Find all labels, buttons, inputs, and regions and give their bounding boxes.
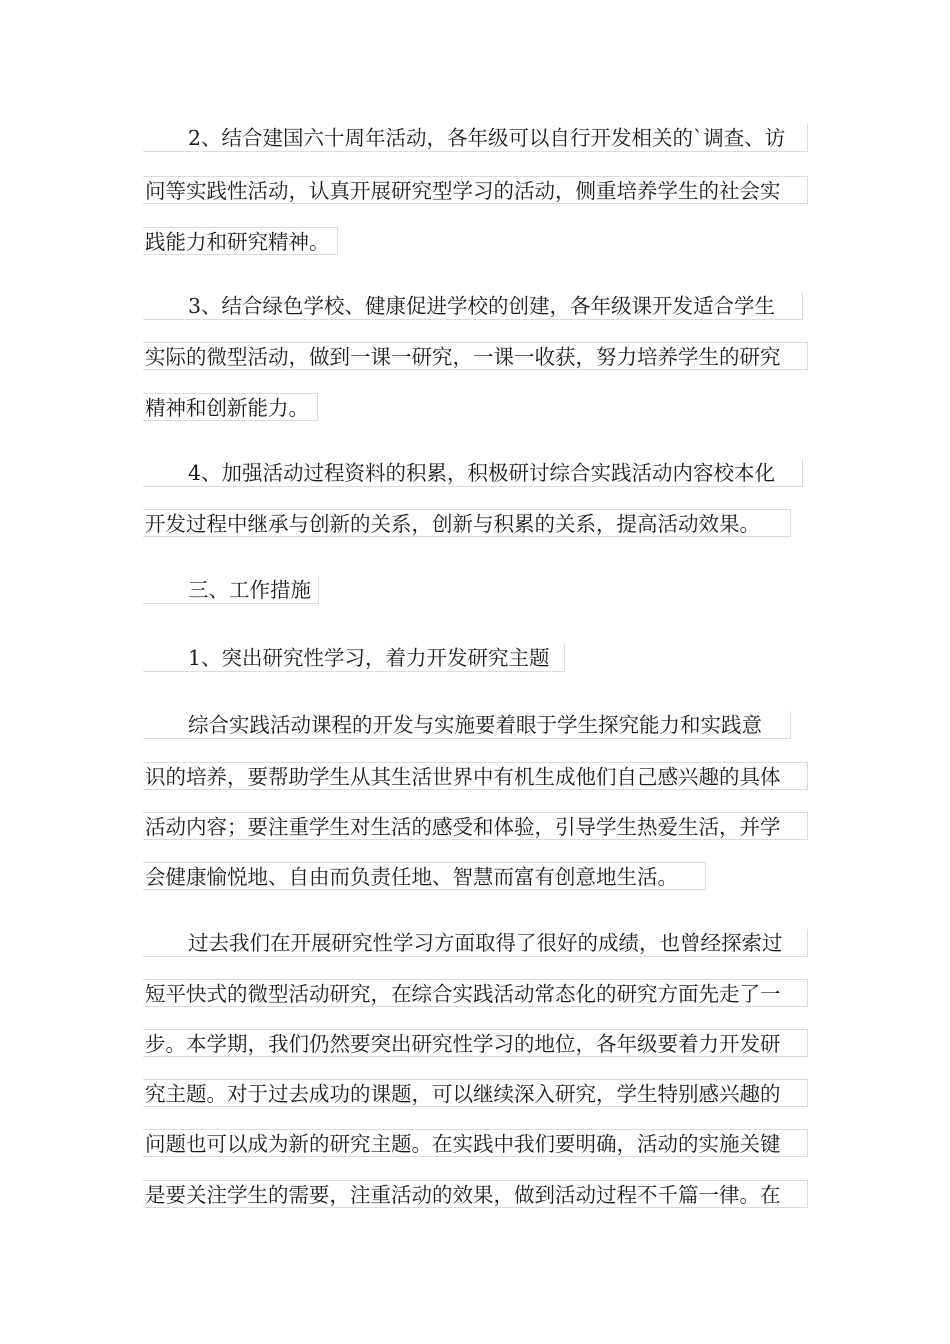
paragraph-3-line-1: 4、加强活动过程资料的积累，积极研讨综合实践活动内容校本化: [143, 459, 803, 487]
paragraph-2-line-1: 3、结合绿色学校、健康促进学校的创建，各年级课开发适合学生: [143, 292, 803, 320]
paragraph-4-line-4: 会健康愉悦地、自由而负责任地、智慧而富有创意地生活。: [143, 862, 706, 890]
paragraph-5-line-3: 步。本学期，我们仍然要突出研究性学习的地位，各年级要着力开发研: [143, 1029, 808, 1057]
section-heading: 三、工作措施: [143, 576, 319, 604]
paragraph-5-line-4: 究主题。对于过去成功的课题，可以继续深入研究，学生特别感兴趣的: [143, 1079, 808, 1107]
paragraph-2-line-2: 实际的微型活动，做到一课一研究，一课一收获，努力培养学生的研究: [143, 342, 808, 370]
paragraph-2-line-3: 精神和创新能力。: [143, 393, 318, 421]
subsection-heading: 1、突出研究性学习，着力开发研究主题: [143, 644, 565, 672]
paragraph-5-line-6: 是要关注学生的需要，注重活动的效果，做到活动过程不千篇一律。在: [143, 1180, 808, 1208]
paragraph-4-line-1: 综合实践活动课程的开发与实施要着眼于学生探究能力和实践意: [143, 711, 791, 739]
paragraph-1-line-1: 2、结合建国六十周年活动，各年级可以自行开发相关的`调查、访: [143, 124, 808, 152]
paragraph-5-line-2: 短平快式的微型活动研究，在综合实践活动常态化的研究方面先走了一: [143, 979, 808, 1007]
paragraph-5-line-5: 问题也可以成为新的研究主题。在实践中我们要明确，活动的实施关键: [143, 1129, 808, 1157]
paragraph-1-line-2: 问等实践性活动，认真开展研究型学习的活动，侧重培养学生的社会实: [143, 176, 808, 204]
paragraph-4-line-2: 识的培养，要帮助学生从其生活世界中有机生成他们自己感兴趣的具体: [143, 762, 808, 790]
paragraph-1-line-3: 践能力和研究精神。: [143, 227, 338, 255]
paragraph-5-line-1: 过去我们在开展研究性学习方面取得了很好的成绩，也曾经探索过: [143, 929, 808, 957]
paragraph-3-line-2: 开发过程中继承与创新的关系，创新与积累的关系，提高活动效果。: [143, 509, 791, 537]
paragraph-4-line-3: 活动内容；要注重学生对生活的感受和体验，引导学生热爱生活，并学: [143, 812, 808, 840]
